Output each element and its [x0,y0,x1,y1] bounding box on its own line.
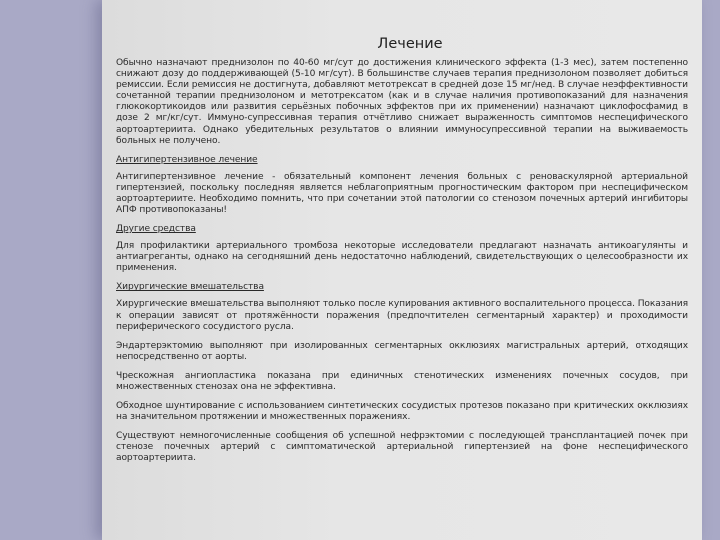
paragraph-endarterectomy: Эндартерэктомию выполняют при изолированных сегментарных окклюзиях магистральных артерий, отходящих непосредственно от аорты. [116,340,688,362]
paragraph-intro: Обычно назначают преднизолон по 40-60 мг/сут до достижения клинического эффекта (1-3 мес), затем постепенно снижают дозу до поддерживающей (5-10 мг/сут). В большинстве случаев терапия преднизолоном позволяет добиться ремиссии. Если ремиссия не достигнута, добавляют метотрексат в средней дозе 15 мг/нед. В случае неэффективности сочетанной терапии преднизолоном и метотрексатом (как и в случае наличия противопоказаний для назначения глюкокортикоидов или развития серьёзных побочных эффектов при их применении) назначают циклофосфамид в дозе 2 мг/кг/сут. Иммуно-супрессивная терапия отчётливо снижает выраженность симптомов неспецифического аортоартериита. Однако убедительных результатов о влиянии иммуносупрессивной терапии на выживаемость больных не получено. [116,58,688,146]
page-title: Лечение [377,36,443,52]
paragraph-surgery: Хирургические вмешательства выполняют только после купирования активного воспалительного процесса. Показания к операции зависят от протяжённости поражения (предпочтителен сегментарный характер) и проходимости периферического сосудистого русла. [116,299,688,332]
paragraph-angioplasty: Чрескожная ангиопластика показана при единичных стенотических изменениях почечных сосудов, при множественных стенозах она не эффективна. [116,370,688,392]
paragraph-antihypertensive: Антигипертензивное лечение - обязательный компонент лечения больных с реноваскулярной артериальной гипертензией, поскольку последняя является неблагоприятным прогностическим фактором при неспецифическом аортоартериите. Необходимо помнить, что при сочетании этой патологии со стенозом почечных артерий ингибиторы АПФ противопоказаны! [116,171,688,216]
heading-other-means: Другие средства [116,224,196,235]
paragraph-nephrectomy: Существуют немногочисленные сообщения об успешной нефрэктомии с последующей трансплантацией почек при стенозе почечных артерий с симптоматической артериальной гипертензией на фоне неспецифического аортоартериита. [116,431,688,464]
paragraph-other-means: Для профилактики артериального тромбоза некоторые исследователи предлагают назначать антикоагулянты и антиагреганты, однако на сегодняшний день недостаточно наблюдений, свидетельствующих о целесообразности их применения. [116,241,688,274]
paragraph-bypass: Обходное шунтирование с использованием синтетических сосудистых протезов показано при критических окклюзиях на значительном протяжении и множественных поражениях. [116,401,688,423]
heading-surgery: Хирургические вмешательства [116,282,264,293]
slide-content [116,58,688,473]
heading-antihypertensive: Антигипертензивное лечение [116,154,258,165]
